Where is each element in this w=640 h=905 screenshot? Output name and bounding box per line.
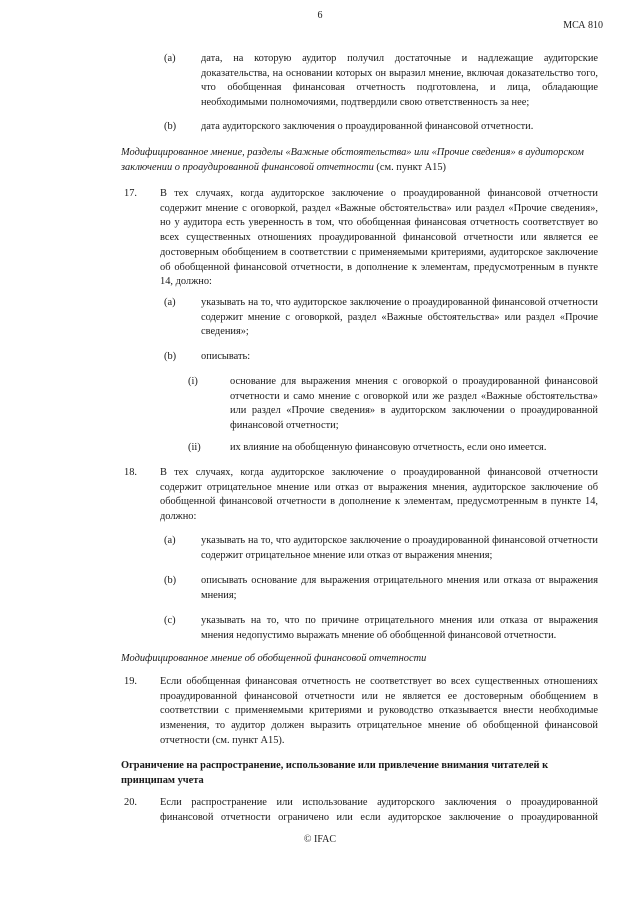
paragraph-19 [0, 675, 640, 750]
list-item-17b-ii [0, 441, 640, 457]
section-heading: Модифицированное мнение об обобщенной финансовой отчетности [121, 653, 427, 664]
paragraph-18 [0, 466, 640, 526]
paragraph-text: В тех случаях, когда аудиторское заключение о проаудированной финансовой отчетности содержит отрицательное мнение или отказ от выражения мнения, аудиторское заключение об обобщенной финансовой отчетности в дополнение к элементам, предусмотренным в пункте 14, должно: [160, 467, 598, 523]
paragraph-17 [0, 187, 640, 287]
item-label: (b) [164, 351, 177, 362]
paragraph-number: 17. [124, 188, 137, 199]
standard-code: МСА 810 [563, 20, 603, 31]
item-label: (b) [164, 121, 177, 132]
paragraph-text: Если распространение или использование аудиторского заключения о проаудированной финансовой отчетности ограничено или если аудиторское заключение о проаудированной [160, 797, 598, 823]
item-text: указывать на то, что по причине отрицательного мнения или отказа от выражения мнения недопустимо выражать мнение об обобщенной финансовой отчетности. [201, 615, 598, 641]
heading-italic: Модифицированное мнение, разделы «Важные обстоятельства» или «Прочие сведения» в аудиторском заключении о проаудированной финансовой отчетности [121, 147, 584, 173]
paragraph-text: В тех случаях, когда аудиторское заключение о проаудированной финансовой отчетности содержит мнение с оговоркой, раздел «Важные обстоятельства» или раздел «Прочие сведения», но у аудитора есть уверенность в том, что обобщенная финансовая отчетность соответствует во всех существенных отношениях проаудированной финансовой отчетности или является ее достоверным обобщением в соответствии с применяемыми критериями, аудиторское заключение об обобщенной финансовой отчетности, в дополнение к элементам, предусмотренным в пункте 14, должно: [160, 188, 598, 288]
item-text: описывать: [201, 351, 251, 362]
item-text: дата, на которую аудитор получил достаточные и надлежащие аудиторские доказательства, на основании которых он выразил мнение, включая доказательство того, что обобщенная финансовая отчетность подготовлена, и лица, обладающие необходимыми полномочиями, подтвердили свою ответственность за нее; [201, 53, 598, 109]
section-heading: Ограничение на распространение, использование или привлечение внимания читателей к принципам учета [121, 760, 549, 786]
list-item-18b [0, 574, 640, 604]
item-label: (a) [164, 53, 176, 64]
item-label: (a) [164, 535, 176, 546]
item-text: дата аудиторского заключения о проаудированной финансовой отчетности. [201, 121, 534, 132]
list-item-17b [0, 350, 640, 366]
paragraph-number: 20. [124, 797, 137, 808]
item-label: (a) [164, 297, 176, 308]
copyright-footer: © IFAC [303, 834, 337, 845]
paragraph-number: 18. [124, 467, 137, 478]
paragraph-number: 19. [124, 676, 137, 687]
list-item-17a [0, 296, 640, 341]
item-text: основание для выражения мнения с оговоркой о проаудированной финансовой отчетности и само мнение с оговоркой или же раздел «Важные обстоятельства» или раздел «Прочие сведения» в аудиторском заключении о проаудированной финансовой отчетности; [230, 376, 598, 432]
item-text: описывать основание для выражения отрицательного мнения или отказа от выражения мнения; [201, 575, 598, 601]
paragraph-text: Если обобщенная финансовая отчетность не соответствует во всех существенных отношениях проаудированной финансовой отчетности или не является ее достоверным обобщением в соответствии с применяемыми критериями и руководство отказывается внести необходимые изменения, то аудитор должен выразить отрицательное мнение об обобщенной финансовой отчетности (см. пункт A15). [160, 676, 598, 746]
page-number: 6 [317, 10, 323, 21]
item-label: (i) [188, 376, 198, 387]
list-item-18a [0, 534, 640, 564]
item-text: указывать на то, что аудиторское заключение о проаудированной финансовой отчетности содержит отрицательное мнение или отказ от выражения мнения; [201, 535, 598, 561]
list-item-b [0, 120, 640, 136]
item-text: указывать на то, что аудиторское заключение о проаудированной финансовой отчетности содержит мнение с оговоркой, раздел «Важные обстоятельства» или раздел «Прочие сведения»; [201, 297, 598, 338]
list-item-17b-i [0, 375, 640, 435]
list-item-a [0, 52, 640, 112]
item-text: их влияние на обобщенную финансовую отчетность, если оно имеется. [230, 442, 547, 453]
paragraph-20 [0, 796, 640, 826]
list-item-18c [0, 614, 640, 644]
item-label: (b) [164, 575, 177, 586]
heading-reference: (см. пункт A15) [373, 161, 446, 173]
section-heading [121, 146, 593, 175]
item-label: (c) [164, 615, 176, 626]
item-label: (ii) [188, 442, 201, 453]
